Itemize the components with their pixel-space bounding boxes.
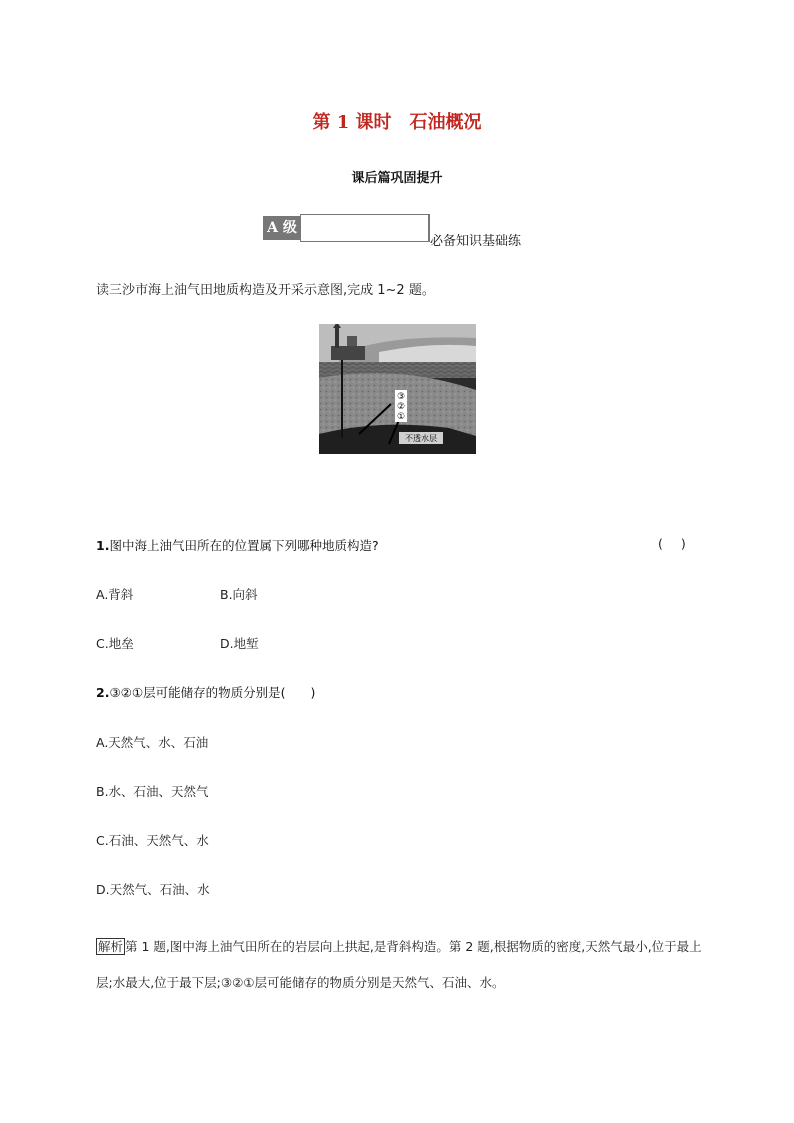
oil-field-figure xyxy=(319,324,476,454)
layer-3-label: ③ xyxy=(396,392,406,402)
level-badge: A 级 xyxy=(263,216,301,240)
explanation-text: 第 1 题,图中海上油气田所在的岩层向上拱起,是背斜构造。第 2 题,根据物质的密度,天然气最小,位于最上层;水最大,位于最下层;③②①层可能储存的物质分别是天然气、石油、水。 xyxy=(96,939,702,990)
level-box xyxy=(300,214,430,242)
explanation xyxy=(96,929,716,1001)
q2-option-d[interactable]: D.天然气、石油、水 xyxy=(96,882,210,897)
page-title: 第 1 课时 石油概况 xyxy=(312,112,482,133)
q1-option-a[interactable]: A.背斜 xyxy=(96,587,134,602)
q2-option-b[interactable]: B.水、石油、天然气 xyxy=(96,784,209,799)
q2-option-a[interactable]: A.天然气、水、石油 xyxy=(96,735,209,750)
q2-option-c[interactable]: C.石油、天然气、水 xyxy=(96,833,209,848)
explanation-tag: 解析 xyxy=(98,939,124,954)
level-box-tail xyxy=(428,214,429,242)
question-2-number: 2. xyxy=(96,685,110,700)
question-1-text: 图中海上油气田所在的位置属下列哪种地质构造? xyxy=(109,538,379,553)
layer-1-label: ① xyxy=(396,412,406,422)
intro-text: 读三沙市海上油气田地质构造及开采示意图,完成 1~2 题。 xyxy=(96,283,435,298)
q1-option-b[interactable]: B.向斜 xyxy=(220,587,258,602)
question-2-text: ③②①层可能储存的物质分别是( ) xyxy=(109,685,316,700)
question-1 xyxy=(96,536,379,554)
question-2 xyxy=(96,683,315,701)
layer-2-label: ② xyxy=(396,402,406,412)
question-1-number: 1. xyxy=(96,538,110,553)
q1-option-c[interactable]: C.地垒 xyxy=(96,636,134,651)
impermeable-layer-label: 不透水层 xyxy=(405,434,437,443)
q1-option-d[interactable]: D.地堑 xyxy=(220,636,259,651)
section-subtitle: 课后篇巩固提升 xyxy=(351,171,443,186)
answer-bracket: () xyxy=(658,536,704,551)
level-label: 必备知识基础练 xyxy=(430,234,522,249)
